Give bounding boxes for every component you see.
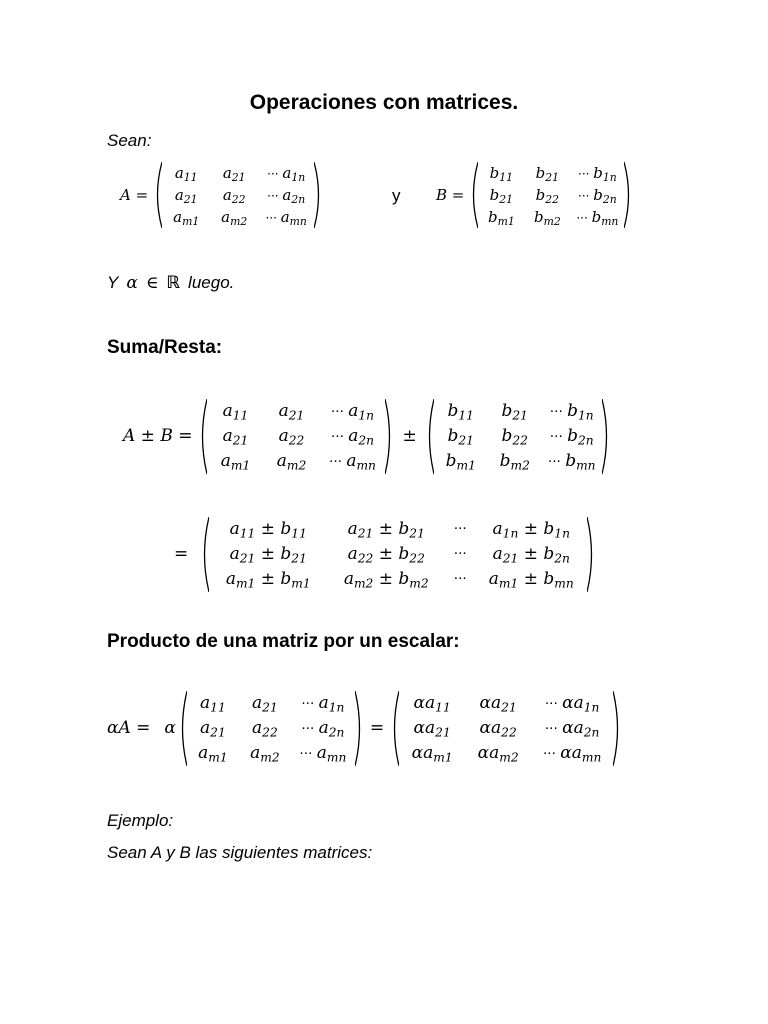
matrix-entry: $a_{mn}$ xyxy=(316,743,347,765)
matrix-entry: $b_{2n}$ xyxy=(593,186,617,207)
matrix-entry: ··· $a_{2n}$ xyxy=(301,718,345,740)
matrix-entry: ··· $a_{1n}$ xyxy=(330,401,375,423)
matrix-entry: $b_{m2}$ xyxy=(534,208,561,229)
matrix-entry: ··· $b_{1n}$ xyxy=(578,164,617,185)
matrix-entry: $a_{mn}$ xyxy=(280,208,307,229)
left-paren xyxy=(390,691,399,766)
producto-alpha: α xyxy=(164,718,176,738)
matrix-entry: $a_{21}$ xyxy=(222,426,249,448)
right-paren xyxy=(624,162,633,228)
left-paren xyxy=(198,399,207,474)
matrix-entry: $b_{m2}$ xyxy=(499,451,530,473)
matrix-entry: ··· $a_{mn}$ xyxy=(329,451,376,473)
matrix-b-definition xyxy=(436,162,633,228)
matrix-entry: $a_{m1}$ xyxy=(220,451,251,473)
matrix-entry: $a_{m2}$ xyxy=(221,208,248,229)
suma-result-equation xyxy=(174,516,596,592)
matrix-entry: $a_{m2}$ xyxy=(276,451,307,473)
matrix-entry: $b_{22}$ xyxy=(501,426,528,448)
matrix-entry: ··· $\alpha a_{2n}$ xyxy=(544,718,600,740)
conjunction-y: y xyxy=(392,186,401,205)
matrix-entry: ··· $b_{2n}$ xyxy=(549,426,594,448)
matrix-entry: $b_{m1}$ xyxy=(488,208,515,229)
matrix-entry: $a_{m1} \pm b_{m1}$ xyxy=(225,569,311,591)
suma-result-eq: = xyxy=(174,544,189,564)
matrix-entry: $b_{21}$ xyxy=(489,186,514,207)
producto-matrix-a xyxy=(178,691,364,766)
matrix-entry: $b_{mn}$ xyxy=(591,208,619,229)
matrix-entry: $a_{21}$ xyxy=(222,164,246,185)
right-paren xyxy=(314,162,323,228)
left-paren xyxy=(200,517,209,592)
matrix-entry: ··· $\alpha a_{1n}$ xyxy=(544,693,600,715)
matrix-entry: $a_{22} \pm b_{22}$ xyxy=(347,544,425,566)
luego-word: luego. xyxy=(188,273,235,292)
right-paren xyxy=(587,517,596,592)
alpha-statement xyxy=(107,273,234,293)
matrix-entry: $a_{22}$ xyxy=(252,718,278,740)
suma-lhs: A ± B = xyxy=(123,426,193,446)
matrix-entry: $a_{m2}$ xyxy=(250,743,280,765)
suma-pm: ± xyxy=(402,426,417,446)
matrix-entry: $b_{21}$ xyxy=(535,164,560,185)
y-word: Y xyxy=(107,273,119,292)
matrix-entry: $a_{21}$ xyxy=(200,718,226,740)
matrix-entry: $a_{21}$ xyxy=(252,693,278,715)
producto-heading: Producto de una matriz por un escalar: xyxy=(107,631,460,652)
matrix-entry: $\alpha a_{22}$ xyxy=(479,718,517,740)
matrix-entry: $b_{mn}$ xyxy=(565,451,596,473)
producto-equation xyxy=(107,690,622,766)
matrix-a xyxy=(153,162,323,228)
matrix-entry: $b_{1n}$ xyxy=(567,401,594,423)
matrix-entry: $\alpha a_{21}$ xyxy=(479,693,517,715)
matrix-entry: ··· $b_{mn}$ xyxy=(547,451,596,473)
alpha-symbol: α xyxy=(126,273,138,293)
matrix-a-label: A = xyxy=(120,186,149,204)
matrix-entry: ··· $a_{1n}$ xyxy=(301,693,345,715)
matrix-entry: $a_{1n}$ xyxy=(318,693,345,715)
producto-result-matrix xyxy=(390,691,622,766)
matrix-entry: $b_{21}$ xyxy=(501,401,528,423)
matrix-entry: ··· $b_{mn}$ xyxy=(576,208,619,229)
ellipsis: ··· xyxy=(453,521,467,537)
matrix-entry: $a_{1n} \pm b_{1n}$ xyxy=(492,519,570,541)
matrix-entry: ··· $a_{2n}$ xyxy=(330,426,375,448)
matrix-entry: $a_{2n}$ xyxy=(282,186,306,207)
ejemplo-text: Sean A y B las siguientes matrices: xyxy=(107,843,373,862)
matrix-entry: $a_{2n}$ xyxy=(318,718,345,740)
matrix-entry: $a_{22}$ xyxy=(278,426,305,448)
matrix-entry: ··· $b_{1n}$ xyxy=(549,401,594,423)
matrix-b xyxy=(469,162,633,228)
matrix-entry: $b_{1n}$ xyxy=(593,164,617,185)
suma-matrix-a xyxy=(198,399,394,474)
matrix-entry: $a_{1n}$ xyxy=(348,401,375,423)
right-paren xyxy=(385,399,394,474)
matrix-entry: $a_{21}$ xyxy=(174,186,198,207)
matrix-entry: $\alpha a_{1n}$ xyxy=(562,693,600,715)
matrix-entry: $a_{22}$ xyxy=(222,186,246,207)
page-title: Operaciones con matrices. xyxy=(249,91,519,114)
matrix-entry: $\alpha a_{m2}$ xyxy=(477,743,519,765)
matrix-entry: ··· $a_{mn}$ xyxy=(299,743,347,765)
matrix-entry: $a_{m1}$ xyxy=(173,208,200,229)
producto-eq: = xyxy=(369,718,385,738)
left-paren xyxy=(178,691,187,766)
left-paren xyxy=(425,399,434,474)
matrix-entry: $b_{11}$ xyxy=(447,401,474,423)
right-paren xyxy=(602,399,611,474)
matrix-entry: $a_{11}$ xyxy=(174,164,198,185)
matrix-entry: $a_{11}$ xyxy=(200,693,226,715)
matrix-entry: $a_{21} \pm b_{21}$ xyxy=(229,544,307,566)
reals-symbol: ℝ xyxy=(166,273,181,293)
matrix-entry: $a_{m1} \pm b_{mn}$ xyxy=(488,569,574,591)
sean-label: Sean: xyxy=(107,131,152,150)
matrix-b-label: B = xyxy=(436,186,465,204)
matrix-entry: $\alpha a_{m1}$ xyxy=(411,743,453,765)
matrix-entry: $a_{21} \pm b_{21}$ xyxy=(347,519,425,541)
matrix-entry: $a_{2n}$ xyxy=(348,426,375,448)
element-of-symbol: ∈ xyxy=(145,273,159,293)
matrix-entry: $a_{11} \pm b_{11}$ xyxy=(229,519,307,541)
matrix-entry: ··· $a_{2n}$ xyxy=(267,186,306,207)
suma-heading: Suma/Resta: xyxy=(107,337,223,358)
ellipsis: ··· xyxy=(453,546,467,562)
matrix-entry: $\alpha a_{2n}$ xyxy=(562,718,600,740)
matrix-entry: $a_{21}$ xyxy=(278,401,305,423)
matrix-entry: $a_{11}$ xyxy=(222,401,249,423)
suma-matrix-b xyxy=(425,399,611,474)
right-paren xyxy=(613,691,622,766)
matrix-a-definition xyxy=(120,162,323,228)
right-paren xyxy=(355,691,364,766)
matrix-entry: $b_{21}$ xyxy=(447,426,474,448)
matrix-entry: $a_{m1}$ xyxy=(198,743,228,765)
suma-equation xyxy=(123,398,611,474)
matrix-entry: $a_{1n}$ xyxy=(282,164,306,185)
matrix-entry: $b_{2n}$ xyxy=(567,426,594,448)
suma-result-matrix xyxy=(200,517,596,592)
matrix-entry: $\alpha a_{11}$ xyxy=(413,693,451,715)
producto-lhs: αA = xyxy=(107,718,151,738)
matrix-entry: $a_{21} \pm b_{2n}$ xyxy=(492,544,570,566)
matrix-entry: $b_{22}$ xyxy=(535,186,560,207)
left-paren xyxy=(469,162,478,228)
matrix-entry: $b_{m1}$ xyxy=(445,451,476,473)
matrix-entry: $a_{mn}$ xyxy=(346,451,376,473)
ellipsis: ··· xyxy=(453,571,467,587)
matrix-entry: $b_{11}$ xyxy=(489,164,514,185)
left-paren xyxy=(153,162,162,228)
matrix-entry: $\alpha a_{21}$ xyxy=(413,718,451,740)
matrix-entry: ··· $a_{1n}$ xyxy=(267,164,306,185)
matrix-entry: ··· $\alpha a_{mn}$ xyxy=(542,743,602,765)
ejemplo-label: Ejemplo: xyxy=(107,811,174,830)
matrix-entry: $\alpha a_{mn}$ xyxy=(560,743,602,765)
matrix-entry: $a_{m2} \pm b_{m2}$ xyxy=(343,569,429,591)
matrix-entry: ··· $a_{mn}$ xyxy=(265,208,307,229)
matrix-entry: ··· $b_{2n}$ xyxy=(578,186,617,207)
